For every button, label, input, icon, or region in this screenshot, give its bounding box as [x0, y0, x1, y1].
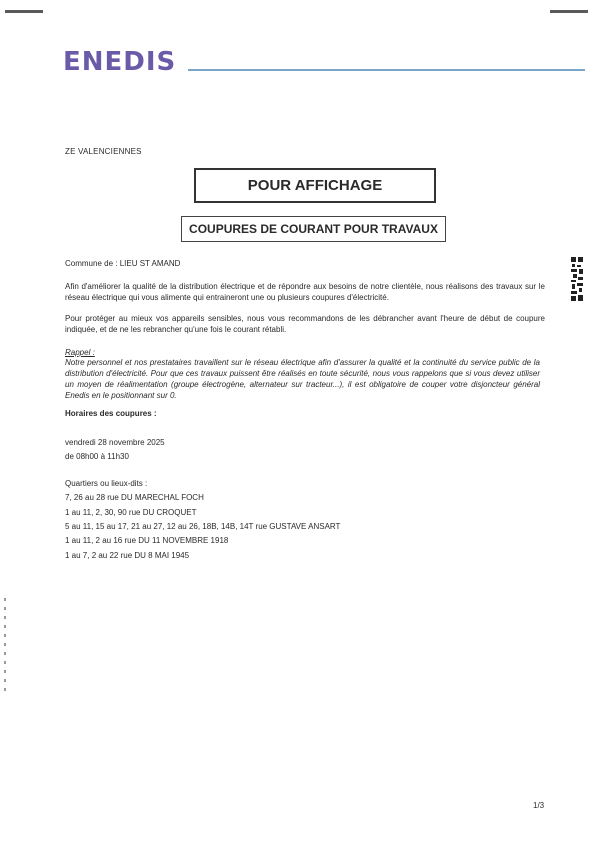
- scan-side-marks: [4, 598, 6, 693]
- reminder-title: Rappel :: [65, 348, 95, 357]
- document-subtitle: COUPURES DE COURANT POUR TRAVAUX: [189, 222, 438, 236]
- schedule-time: de 08h00 à 11h30: [65, 452, 129, 461]
- title-box: [194, 168, 436, 203]
- schedule-heading: Horaires des coupures :: [65, 409, 157, 418]
- intro-paragraph: Afin d'améliorer la qualité de la distribution électrique et de répondre aux besoins de notre clientèle, nous réalisons des travaux sur le réseau électrique qui vous alimente qui entraineront une ou plusieurs coupures d'électricité.: [65, 282, 545, 302]
- list-item: 5 au 11, 15 au 17, 21 au 27, 12 au 26, 18B, 14B, 14T rue GUSTAVE ANSART: [65, 522, 341, 531]
- header-rule: [188, 69, 585, 71]
- locations-heading: Quartiers ou lieux-dits :: [65, 479, 148, 488]
- reminder-text: Notre personnel et nos prestataires travaillent sur le réseau électrique afin d'assurer la qualité et la continuité du service public de la distribution d'électricité. Pour que ces travaux puissent être réalisés en toute sécurité, nous vous rappelons que si vous devez utiliser un moyen de réalimentation (groupe électrogène, alternateur sur tracteur...), il est obligatoire de couper votre disjoncteur général Enedis en le positionnant sur 0.: [65, 358, 540, 400]
- qr-code-icon: [570, 256, 584, 302]
- enedis-logo: ENEDIS: [63, 47, 177, 77]
- schedule-date: vendredi 28 novembre 2025: [65, 438, 165, 447]
- agency-label: ZE VALENCIENNES: [65, 147, 142, 156]
- subtitle-box: [181, 216, 446, 242]
- advice-paragraph: Pour protéger au mieux vos appareils sensibles, nous vous recommandons de les débrancher avant l'heure de début de coupure indiquée, et de ne les rebrancher qu'une fois le courant rétabli.: [65, 314, 545, 334]
- list-item: 1 au 11, 2 au 16 rue DU 11 NOVEMBRE 1918: [65, 536, 229, 545]
- document-title: POUR AFFICHAGE: [247, 177, 383, 194]
- list-item: 7, 26 au 28 rue DU MARECHAL FOCH: [65, 493, 204, 502]
- commune-line: Commune de : LIEU ST AMAND: [65, 259, 181, 268]
- page-number: 1/3: [533, 801, 545, 810]
- list-item: 1 au 11, 2, 30, 90 rue DU CROQUET: [65, 508, 197, 517]
- list-item: 1 au 7, 2 au 22 rue DU 8 MAI 1945: [65, 551, 190, 560]
- scan-corner-mark-right: [550, 10, 588, 13]
- scan-corner-mark-left: [5, 10, 43, 13]
